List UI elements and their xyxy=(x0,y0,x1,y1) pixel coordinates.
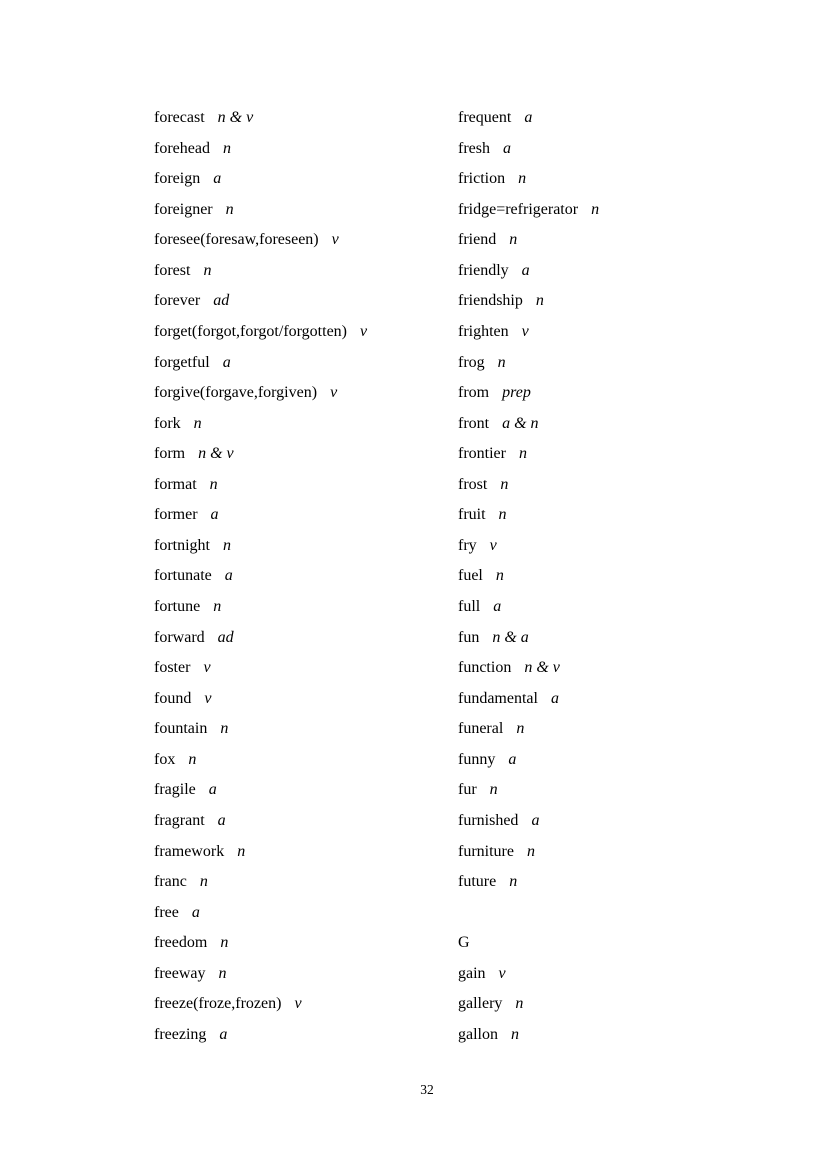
word-entry xyxy=(458,775,788,806)
word-text: frequent xyxy=(458,109,512,126)
word-text: forest xyxy=(154,261,191,279)
word-entry xyxy=(154,164,484,195)
word-entry xyxy=(154,286,484,317)
word-text: foresee(foresaw,foreseen) xyxy=(154,231,319,249)
word-text: frontier xyxy=(458,445,506,463)
word-entry xyxy=(458,134,788,165)
word-entry xyxy=(458,286,788,317)
word-text: fun xyxy=(458,628,480,646)
part-of-speech-label: n xyxy=(515,995,524,1013)
part-of-speech-label: n xyxy=(213,598,222,615)
part-of-speech-label: a xyxy=(210,506,219,524)
part-of-speech-label: n xyxy=(237,842,246,860)
word-text: furnished xyxy=(458,811,519,829)
word-text: fox xyxy=(154,750,176,768)
word-entry xyxy=(154,317,484,348)
part-of-speech-label: n xyxy=(526,842,535,860)
part-of-speech-label: n & v xyxy=(524,659,560,677)
word-entry xyxy=(154,378,484,409)
word-list-column-right xyxy=(458,103,788,1050)
part-of-speech-label: n xyxy=(509,231,518,249)
word-text: freeway xyxy=(154,964,206,982)
word-entry xyxy=(458,225,788,256)
part-of-speech-label: n xyxy=(518,170,527,188)
word-entry xyxy=(458,348,788,379)
part-of-speech-label: n xyxy=(203,261,212,279)
part-of-speech-label: n xyxy=(489,781,498,799)
word-text: fundamental xyxy=(458,689,538,707)
word-text: forget(forgot,forgot/forgotten) xyxy=(154,322,347,340)
word-list-column-left xyxy=(154,103,484,1050)
word-entry xyxy=(154,470,484,501)
word-entry xyxy=(154,623,484,654)
part-of-speech-label: n xyxy=(509,873,518,891)
word-entry xyxy=(458,592,788,623)
part-of-speech-label: a & n xyxy=(502,414,539,432)
word-text: freedom xyxy=(154,934,208,952)
part-of-speech-label: ad xyxy=(213,292,230,310)
word-text: form xyxy=(154,445,186,463)
word-entry xyxy=(458,317,788,348)
word-entry xyxy=(458,837,788,868)
word-text: fruit xyxy=(458,506,486,524)
word-text: front xyxy=(458,414,490,432)
word-text: foster xyxy=(154,659,191,677)
word-entry xyxy=(154,898,484,929)
word-text: function xyxy=(458,659,512,677)
word-entry xyxy=(458,928,788,959)
word-text: fridge=refrigerator xyxy=(458,200,579,218)
word-entry xyxy=(154,837,484,868)
part-of-speech-label: n xyxy=(225,200,234,218)
word-text: from xyxy=(458,384,490,402)
word-entry xyxy=(154,103,484,134)
part-of-speech-label: a xyxy=(502,139,511,157)
word-text: frost xyxy=(458,475,488,493)
part-of-speech-label: a xyxy=(508,750,517,768)
word-entry xyxy=(154,775,484,806)
word-entry xyxy=(154,928,484,959)
word-entry xyxy=(458,806,788,837)
word-entry xyxy=(154,225,484,256)
word-text: found xyxy=(154,689,192,707)
part-of-speech-label: a xyxy=(550,689,559,707)
part-of-speech-label: a xyxy=(222,353,231,371)
word-text: forgetful xyxy=(154,353,210,371)
part-of-speech-label: v xyxy=(489,536,497,554)
part-of-speech-label: v xyxy=(360,322,368,340)
word-text: forehead xyxy=(154,139,210,157)
part-of-speech-label: n xyxy=(218,964,227,982)
part-of-speech-label: a xyxy=(524,109,533,126)
word-entry xyxy=(458,745,788,776)
part-of-speech-label: n xyxy=(220,720,229,738)
word-text: format xyxy=(154,475,197,493)
word-entry xyxy=(154,134,484,165)
word-entry xyxy=(154,959,484,990)
part-of-speech-label: n xyxy=(193,414,202,432)
word-entry xyxy=(154,256,484,287)
part-of-speech-label: n xyxy=(498,506,507,524)
word-text: foreign xyxy=(154,170,201,188)
word-text: freezing xyxy=(154,1025,207,1043)
word-text: funny xyxy=(458,750,496,768)
word-text: fragrant xyxy=(154,811,205,829)
part-of-speech-label: v xyxy=(521,322,529,340)
part-of-speech-label: a xyxy=(208,781,217,799)
word-entry xyxy=(458,500,788,531)
part-of-speech-label: n xyxy=(591,200,600,218)
part-of-speech-label: v xyxy=(204,689,212,707)
word-text: full xyxy=(458,598,481,615)
part-of-speech-label: n xyxy=(188,750,197,768)
word-text: fork xyxy=(154,414,181,432)
word-entry xyxy=(458,1020,788,1051)
word-entry xyxy=(458,409,788,440)
part-of-speech-label: n xyxy=(500,475,509,493)
word-entry xyxy=(154,806,484,837)
word-entry xyxy=(154,867,484,898)
word-entry xyxy=(458,623,788,654)
word-entry xyxy=(458,470,788,501)
word-text: forgive(forgave,forgiven) xyxy=(154,384,318,402)
word-text: forever xyxy=(154,292,201,310)
word-entry xyxy=(154,1020,484,1051)
part-of-speech-label: n xyxy=(497,353,506,371)
word-text: furniture xyxy=(458,842,514,860)
part-of-speech-label: a xyxy=(217,811,226,829)
word-entry xyxy=(458,867,788,898)
word-text: fortnight xyxy=(154,536,210,554)
word-text: fortunate xyxy=(154,567,212,585)
word-text: fountain xyxy=(154,720,208,738)
word-entry xyxy=(154,684,484,715)
word-entry xyxy=(154,561,484,592)
word-entry xyxy=(154,714,484,745)
word-entry xyxy=(458,898,788,929)
word-entry xyxy=(458,561,788,592)
word-entry xyxy=(154,989,484,1020)
word-entry xyxy=(458,989,788,1020)
word-text: franc xyxy=(154,873,187,891)
word-entry xyxy=(154,592,484,623)
part-of-speech-label: a xyxy=(493,598,502,615)
word-text: fuel xyxy=(458,567,483,585)
part-of-speech-label: n xyxy=(223,536,231,554)
part-of-speech-label: n xyxy=(495,567,504,585)
part-of-speech-label: prep xyxy=(502,384,531,402)
word-entry xyxy=(154,531,484,562)
word-text: friendship xyxy=(458,292,523,310)
part-of-speech-label: a xyxy=(521,261,530,279)
part-of-speech-label: n xyxy=(222,139,231,157)
word-text: former xyxy=(154,506,198,524)
word-entry xyxy=(154,439,484,470)
word-text: freeze(froze,frozen) xyxy=(154,995,282,1013)
word-text: gallon xyxy=(458,1025,498,1043)
word-text: fresh xyxy=(458,139,490,157)
word-text: framework xyxy=(154,842,225,860)
part-of-speech-label: a xyxy=(224,567,233,585)
word-entry xyxy=(458,195,788,226)
word-text: foreigner xyxy=(154,200,213,218)
word-text: gallery xyxy=(458,995,503,1013)
word-text: frighten xyxy=(458,322,509,340)
part-of-speech-label: v xyxy=(330,384,338,402)
part-of-speech-label: a xyxy=(191,903,200,921)
word-entry xyxy=(458,684,788,715)
word-entry xyxy=(458,714,788,745)
part-of-speech-label: n & a xyxy=(492,628,529,646)
part-of-speech-label: n xyxy=(199,873,208,891)
part-of-speech-label: a xyxy=(531,811,540,829)
word-entry xyxy=(458,959,788,990)
part-of-speech-label: a xyxy=(219,1025,228,1043)
part-of-speech-label: n xyxy=(518,445,527,463)
part-of-speech-label: v xyxy=(203,659,211,677)
part-of-speech-label: v xyxy=(498,964,506,982)
word-text: forward xyxy=(154,628,205,646)
word-entry xyxy=(154,195,484,226)
word-text: funeral xyxy=(458,720,504,738)
word-text: G xyxy=(458,934,470,952)
part-of-speech-label: v xyxy=(294,995,302,1013)
word-entry xyxy=(458,164,788,195)
word-text: fur xyxy=(458,781,477,799)
part-of-speech-label: n & v xyxy=(198,445,234,463)
part-of-speech-label: a xyxy=(213,170,222,188)
word-text: frog xyxy=(458,353,485,371)
word-entry xyxy=(154,653,484,684)
word-text: friend xyxy=(458,231,497,249)
word-entry xyxy=(154,409,484,440)
part-of-speech-label: n & v xyxy=(217,109,254,126)
word-entry xyxy=(154,745,484,776)
part-of-speech-label: n xyxy=(511,1025,519,1043)
word-entry xyxy=(458,378,788,409)
part-of-speech-label: n xyxy=(220,934,229,952)
word-entry xyxy=(458,256,788,287)
word-text: friendly xyxy=(458,261,509,279)
word-entry xyxy=(458,103,788,134)
word-text: free xyxy=(154,903,179,921)
word-text: fortune xyxy=(154,598,201,615)
word-text: friction xyxy=(458,170,506,188)
word-text: fragile xyxy=(154,781,196,799)
part-of-speech-label: n xyxy=(209,475,218,493)
part-of-speech-label: n xyxy=(535,292,544,310)
part-of-speech-label: n xyxy=(516,720,525,738)
word-entry xyxy=(458,439,788,470)
page-number: 32 xyxy=(420,1082,434,1097)
word-text: forecast xyxy=(154,109,205,126)
word-entry xyxy=(458,653,788,684)
word-entry xyxy=(154,348,484,379)
word-entry xyxy=(458,531,788,562)
word-entry xyxy=(154,500,484,531)
word-text: fry xyxy=(458,536,477,554)
part-of-speech-label: v xyxy=(331,231,339,249)
word-text: gain xyxy=(458,964,486,982)
word-text: future xyxy=(458,873,497,891)
part-of-speech-label: ad xyxy=(217,628,234,646)
